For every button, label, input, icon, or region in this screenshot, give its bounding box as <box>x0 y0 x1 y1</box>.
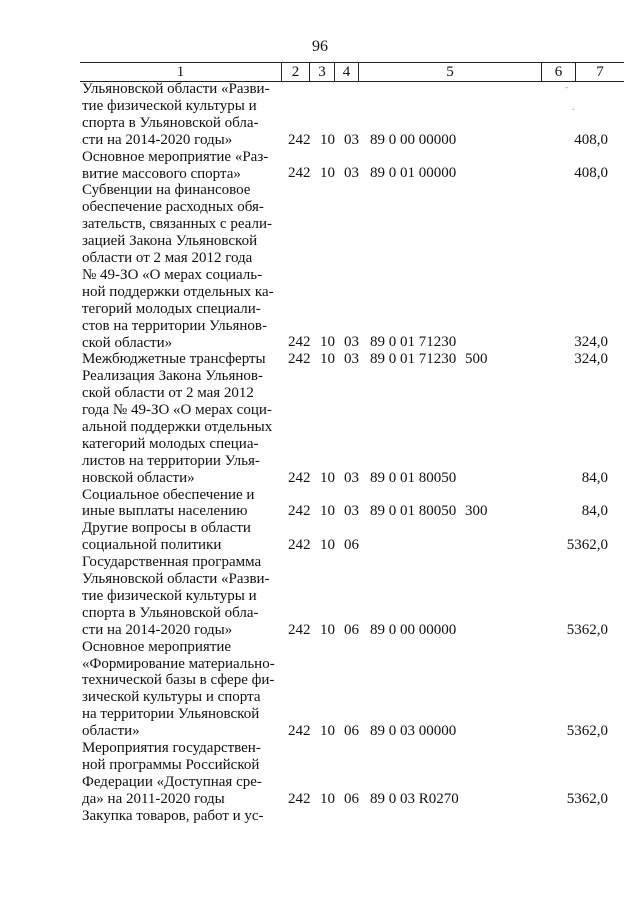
row-col-4: 06 <box>344 621 359 638</box>
description-line: года № 49-ЗО «О мерах соци- <box>82 402 272 419</box>
row-col-4: 03 <box>344 503 359 520</box>
row-col-2: 242 <box>288 723 311 740</box>
description-line: Федерации «Доступная сре- <box>82 773 262 790</box>
description-line: категорий молодых специа- <box>82 435 259 452</box>
row-col-3: 10 <box>320 469 335 486</box>
row-description <box>82 639 280 740</box>
row-col-3: 10 <box>320 351 335 368</box>
row-col-7: 324,0 <box>574 334 608 351</box>
description-line: Реализация Закона Ульянов- <box>82 368 263 385</box>
description-line: ной поддержки отдельных ка- <box>82 283 274 300</box>
table-body <box>0 81 640 825</box>
row-col-3: 10 <box>320 790 335 807</box>
table-row <box>0 368 640 486</box>
description-line: технической базы в сфере фи- <box>82 672 275 689</box>
row-col-7: 408,0 <box>574 165 608 182</box>
row-col-3: 10 <box>320 723 335 740</box>
header-col-4: 4 <box>334 63 358 81</box>
table-row <box>0 808 640 825</box>
description-line: тие физической культуры и <box>82 97 257 114</box>
row-col-5: 89 0 00 00000 <box>370 131 457 148</box>
description-line: Социальное обеспечение и <box>82 486 255 503</box>
description-line: Субвенции на финансовое <box>82 182 251 199</box>
row-col-2: 242 <box>288 790 311 807</box>
row-description <box>82 351 280 368</box>
row-description <box>82 368 280 486</box>
row-col-5: 89 0 01 00000 <box>370 165 457 182</box>
table-row <box>0 81 640 149</box>
description-line: стов на территории Ульянов- <box>82 317 267 334</box>
row-col-2: 242 <box>288 621 311 638</box>
row-col-3: 10 <box>320 621 335 638</box>
table-header <box>80 62 624 82</box>
row-col-4: 03 <box>344 131 359 148</box>
row-col-4: 03 <box>344 469 359 486</box>
table-row <box>0 182 640 351</box>
description-line: зической культуры и спорта <box>82 689 261 706</box>
scan-speck: ˉ <box>565 86 569 97</box>
description-line: на территории Ульяновской <box>82 706 260 723</box>
row-col-6: 300 <box>465 503 488 520</box>
row-description <box>82 487 280 521</box>
description-line: иные выплаты населению <box>82 503 248 520</box>
row-description <box>82 554 280 639</box>
row-col-2: 242 <box>288 469 311 486</box>
table-row <box>0 149 640 183</box>
row-col-5: 89 0 01 71230 <box>370 351 457 368</box>
description-line: Другие вопросы в области <box>82 520 251 537</box>
row-col-7: 84,0 <box>581 503 608 520</box>
row-col-5: 89 0 01 71230 <box>370 334 457 351</box>
description-line: ской области» <box>82 334 173 351</box>
table-row <box>0 554 640 639</box>
table-row <box>0 740 640 808</box>
row-col-2: 242 <box>288 351 311 368</box>
description-line: спорта в Ульяновской обла- <box>82 604 259 621</box>
row-description <box>82 182 280 351</box>
row-col-2: 242 <box>288 165 311 182</box>
description-line: Мероприятия государствен- <box>82 740 261 757</box>
description-line: «Формирование материально- <box>82 655 275 672</box>
description-line: да» на 2011-2020 годы <box>82 790 225 807</box>
row-col-7: 5362,0 <box>566 723 608 740</box>
header-col-3: 3 <box>309 63 334 81</box>
description-line: Основное мероприятие <box>82 638 232 655</box>
row-col-2: 242 <box>288 131 311 148</box>
description-line: Ульяновской области «Разви- <box>82 571 270 588</box>
row-col-4: 06 <box>344 790 359 807</box>
row-col-3: 10 <box>320 334 335 351</box>
row-col-3: 10 <box>320 165 335 182</box>
description-line: области» <box>82 723 140 740</box>
row-description <box>82 740 280 808</box>
header-col-6: 6 <box>541 63 575 81</box>
table-row <box>0 639 640 740</box>
row-col-5: 89 0 01 80050 <box>370 503 457 520</box>
row-col-5: 89 0 03 00000 <box>370 723 457 740</box>
page-number: 96 <box>312 38 328 55</box>
row-col-4: 03 <box>344 165 359 182</box>
row-description <box>82 520 280 554</box>
row-col-7: 5362,0 <box>566 621 608 638</box>
row-col-6: 500 <box>465 351 488 368</box>
row-description <box>82 81 280 149</box>
description-line: витие массового спорта» <box>82 165 241 182</box>
description-line: альной поддержки отдельных <box>82 419 273 435</box>
row-description <box>82 808 280 825</box>
description-line: Закупка товаров, работ и ус- <box>82 807 264 824</box>
table-row <box>0 487 640 521</box>
description-line: сти на 2014-2020 годы» <box>82 131 233 148</box>
description-line: тие физической культуры и <box>82 587 257 604</box>
description-line: зацией Закона Ульяновской <box>82 233 258 250</box>
table-row <box>0 351 640 368</box>
description-line: тегорий молодых специали- <box>82 300 261 317</box>
row-col-4: 06 <box>344 723 359 740</box>
description-line: зательств, связанных с реали- <box>82 216 272 233</box>
row-col-7: 408,0 <box>574 131 608 148</box>
row-col-5: 89 0 03 R0270 <box>370 790 459 807</box>
description-line: Ульяновской области «Разви- <box>82 81 270 97</box>
description-line: социальной политики <box>82 537 222 554</box>
description-line: ной программы Российской <box>82 756 260 773</box>
header-col-2: 2 <box>281 63 309 81</box>
row-col-5: 89 0 01 80050 <box>370 469 457 486</box>
description-line: сти на 2014-2020 годы» <box>82 621 233 638</box>
row-col-2: 242 <box>288 503 311 520</box>
row-col-3: 10 <box>320 131 335 148</box>
description-line: области от 2 мая 2012 года <box>82 250 253 267</box>
header-col-1: 1 <box>176 64 185 80</box>
row-col-5: 89 0 00 00000 <box>370 621 457 638</box>
row-col-2: 242 <box>288 334 311 351</box>
description-line: новской области» <box>82 469 195 486</box>
description-line: листов на территории Улья- <box>82 452 260 469</box>
description-line: ской области от 2 мая 2012 <box>82 385 254 402</box>
row-col-3: 10 <box>320 537 335 554</box>
description-line: спорта в Ульяновской обла- <box>82 114 259 131</box>
row-col-7: 5362,0 <box>566 537 608 554</box>
header-col-7: 7 <box>575 63 624 81</box>
description-line: обеспечение расходных обя- <box>82 199 264 216</box>
row-col-7: 324,0 <box>574 351 608 368</box>
row-col-4: 06 <box>344 537 359 554</box>
header-col-5: 5 <box>358 63 541 81</box>
table-row <box>0 520 640 554</box>
row-col-2: 242 <box>288 537 311 554</box>
row-col-4: 03 <box>344 351 359 368</box>
description-line: № 49-ЗО «О мерах социаль- <box>82 266 263 283</box>
row-col-4: 03 <box>344 334 359 351</box>
row-description <box>82 149 280 183</box>
row-col-7: 5362,0 <box>566 790 608 807</box>
description-line: Основное мероприятие «Раз- <box>82 148 269 165</box>
row-col-3: 10 <box>320 503 335 520</box>
row-col-7: 84,0 <box>581 469 608 486</box>
description-line: Государственная программа <box>82 554 262 571</box>
description-line: Межбюджетные трансферты <box>82 351 266 368</box>
scan-speck: . <box>572 102 575 113</box>
